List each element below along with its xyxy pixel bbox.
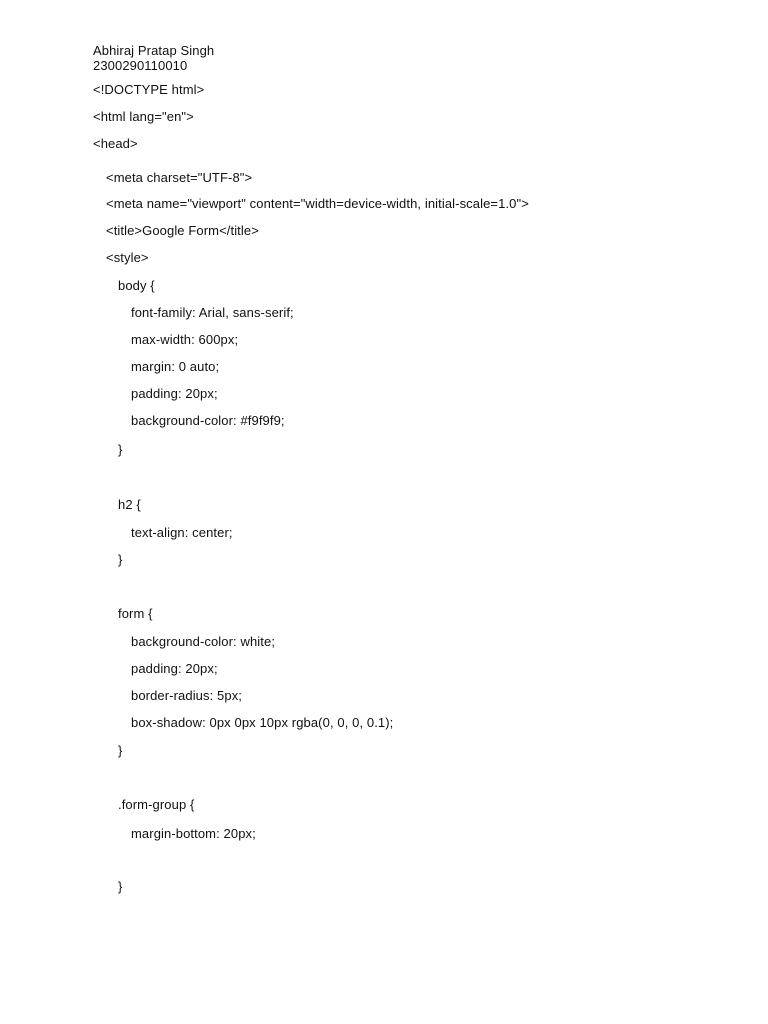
code-line: margin-bottom: 20px; (131, 826, 256, 841)
code-line: .form-group { (118, 797, 195, 812)
code-line: padding: 20px; (131, 386, 218, 401)
code-line: <html lang="en"> (93, 109, 194, 124)
code-line: <!DOCTYPE html> (93, 82, 205, 97)
code-line: max-width: 600px; (131, 332, 239, 347)
code-line: text-align: center; (131, 525, 233, 540)
code-line: } (118, 442, 123, 457)
code-line: margin: 0 auto; (131, 359, 220, 374)
code-line: padding: 20px; (131, 661, 218, 676)
code-line: h2 { (118, 497, 141, 512)
code-line: <head> (93, 136, 138, 151)
code-line: <meta name="viewport" content="width=device-width, initial-scale=1.0"> (106, 196, 529, 211)
code-line: form { (118, 606, 153, 621)
code-line: <title>Google Form</title> (106, 223, 259, 238)
code-line: box-shadow: 0px 0px 10px rgba(0, 0, 0, 0.1); (131, 715, 394, 730)
code-line: background-color: white; (131, 634, 276, 649)
code-line: } (118, 879, 123, 894)
code-line: background-color: #f9f9f9; (131, 413, 285, 428)
code-line: <meta charset="UTF-8"> (106, 170, 253, 185)
code-line: font-family: Arial, sans-serif; (131, 305, 294, 320)
author-name: Abhiraj Pratap Singh (93, 43, 215, 58)
code-line: border-radius: 5px; (131, 688, 243, 703)
code-line: <style> (106, 250, 149, 265)
code-line: } (118, 743, 123, 758)
code-line: body { (118, 278, 155, 293)
roll-number: 2300290110010 (93, 58, 188, 73)
code-line: } (118, 552, 123, 567)
